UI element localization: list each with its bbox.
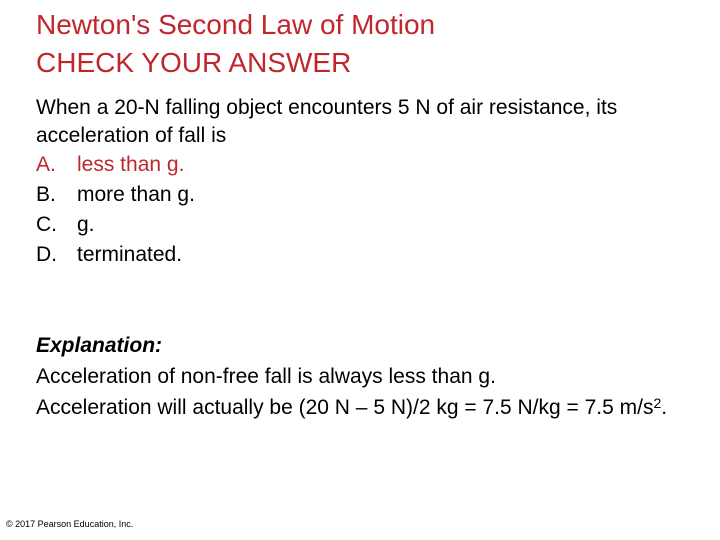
question-stem: When a 20-N falling object encounters 5 N of air resistance, its acceleration of fall is <box>36 96 618 147</box>
option-letter: B. <box>36 183 56 206</box>
exponent-superscript: 2 <box>653 395 662 411</box>
option-letter: C. <box>36 213 57 236</box>
option-letter: D. <box>36 243 57 266</box>
option-text: g. <box>77 213 95 236</box>
copyright-footer: © 2017 Pearson Education, Inc. <box>6 519 134 529</box>
option-text: more than g. <box>77 183 195 206</box>
option-a <box>36 150 696 180</box>
option-text: less than g. <box>77 153 185 176</box>
title-line-1: Newton's Second Law of Motion <box>36 9 436 40</box>
explanation-heading: Explanation: <box>36 334 163 357</box>
option-c <box>36 210 696 240</box>
explanation-line-2 <box>36 392 696 423</box>
question-block <box>36 94 696 270</box>
answer-options <box>36 150 696 270</box>
explanation-line-1: Acceleration of non-free fall is always less than g. <box>36 365 496 388</box>
explanation-block <box>36 330 696 423</box>
option-b <box>36 180 696 210</box>
option-text: terminated. <box>77 243 183 266</box>
explanation-line-2-end: . <box>661 396 668 419</box>
option-letter: A. <box>36 153 56 176</box>
option-d <box>36 240 696 270</box>
explanation-line-2-text: Acceleration will actually be (20 N – 5 N)/2 kg = 7.5 N/kg = 7.5 m/s <box>36 396 654 419</box>
slide-title <box>36 6 435 82</box>
title-line-2: CHECK YOUR ANSWER <box>36 47 352 78</box>
